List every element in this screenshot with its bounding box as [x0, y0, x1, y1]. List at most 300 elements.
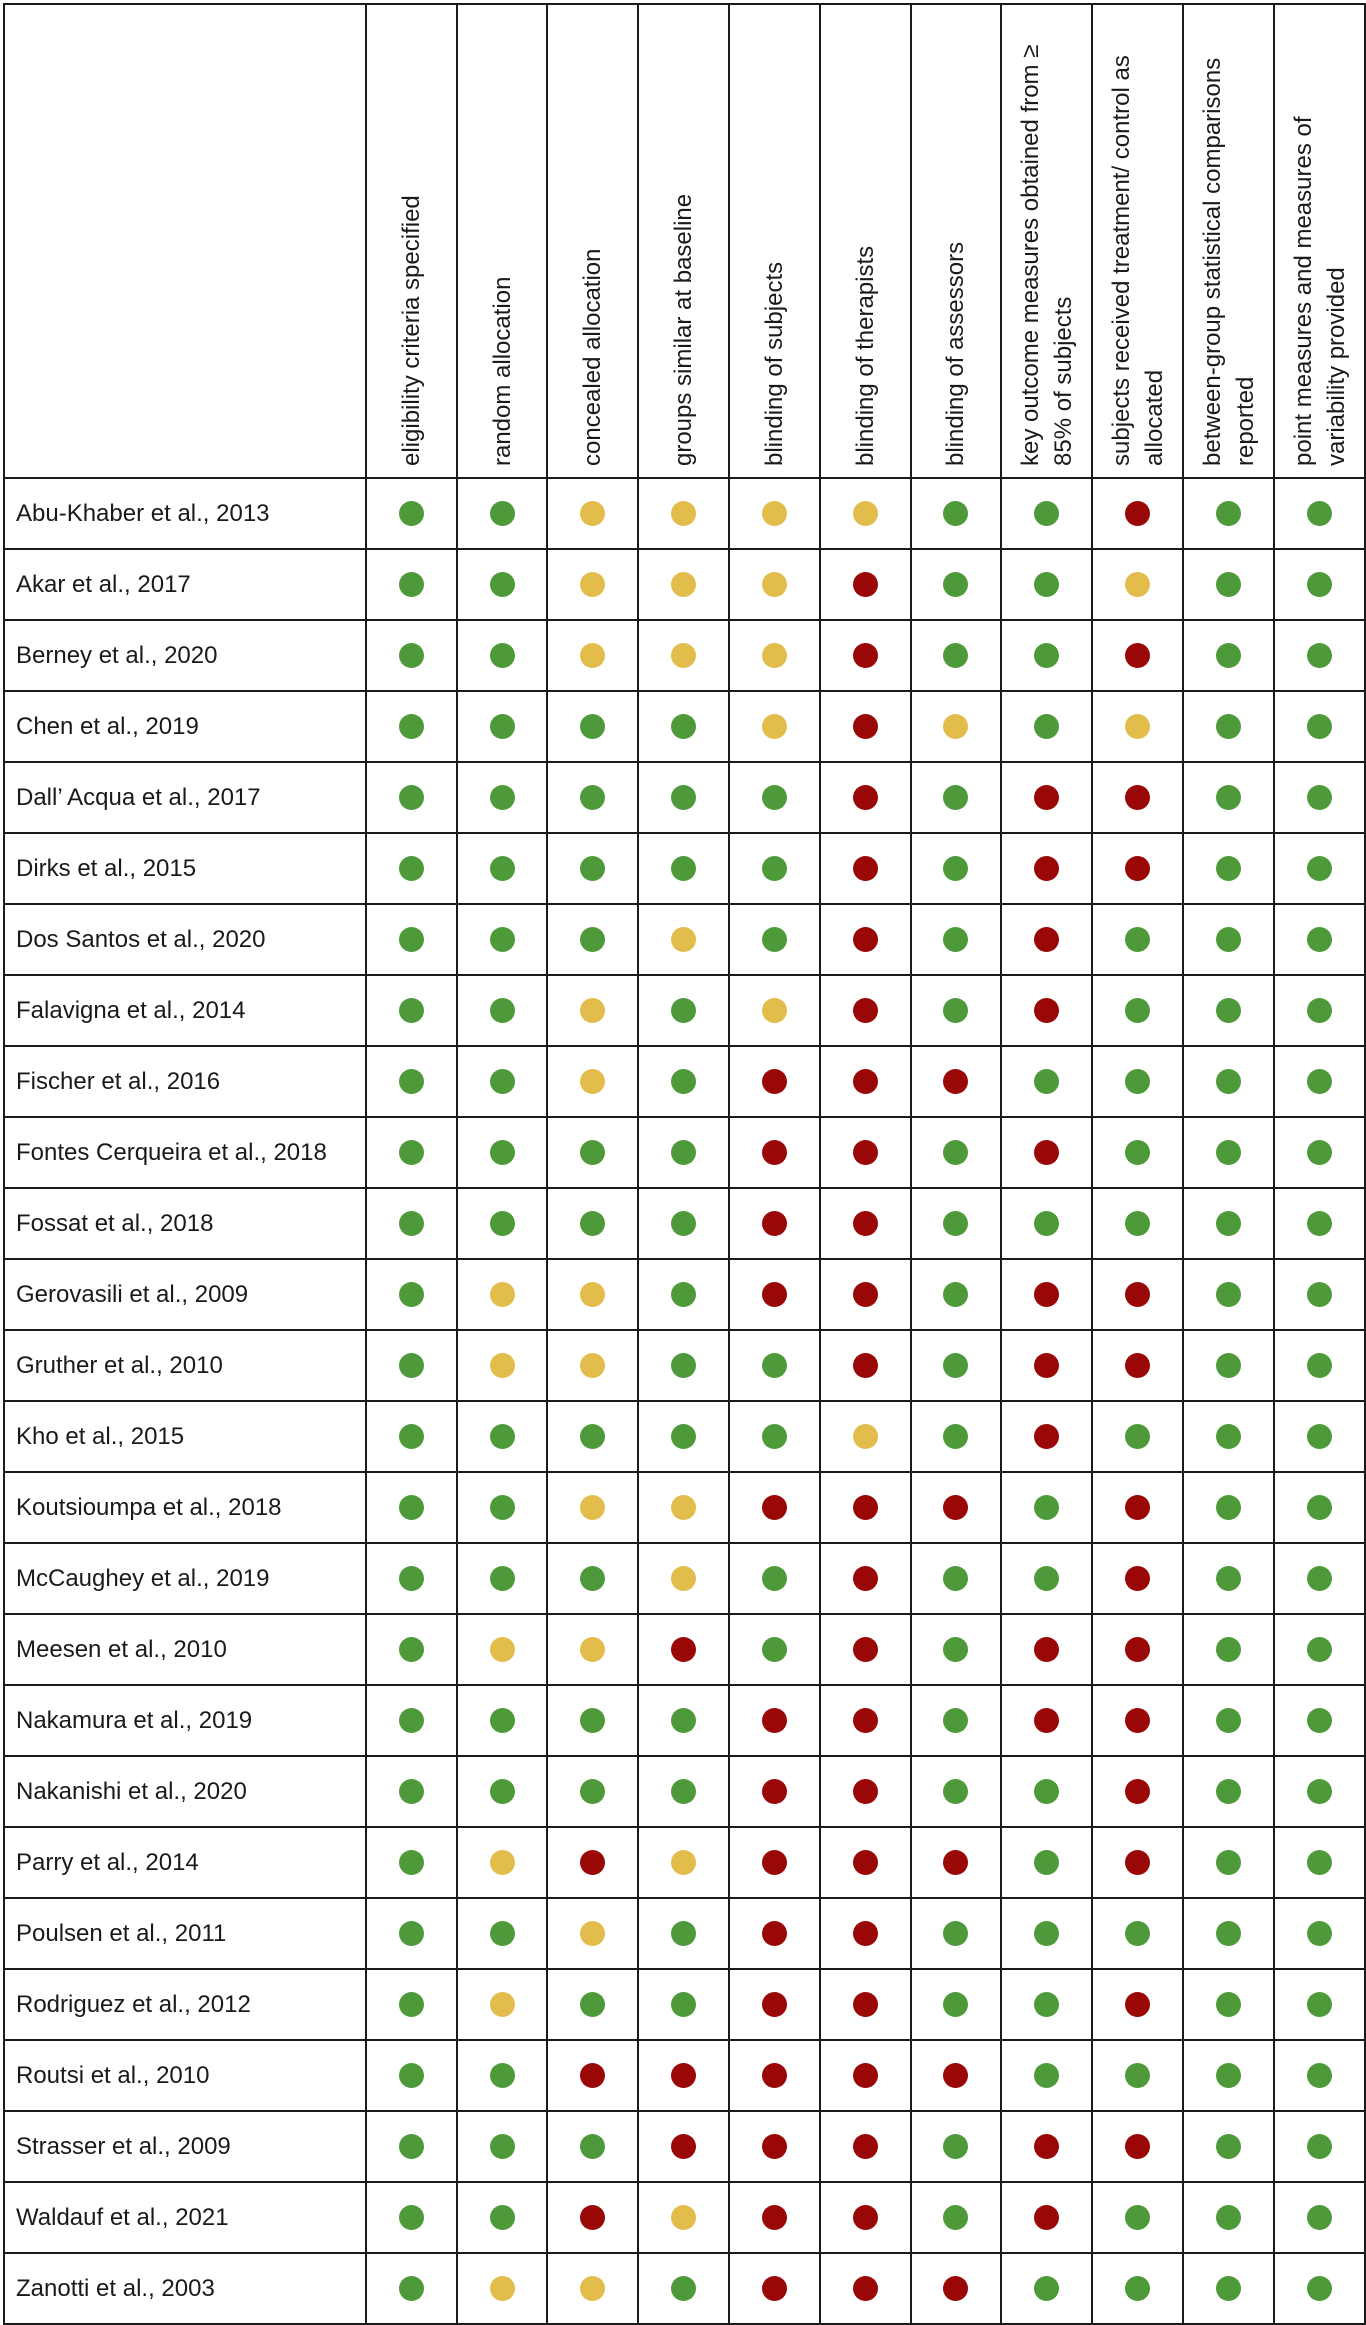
rating-cell: [457, 1685, 548, 1756]
rating-dot-icon: [490, 643, 515, 668]
rating-cell: [1001, 762, 1092, 833]
rating-cell: [820, 1259, 911, 1330]
rating-cell: [729, 1969, 820, 2040]
rating-cell: [638, 2253, 729, 2324]
rating-cell: [729, 1827, 820, 1898]
rating-dot-icon: [853, 1779, 878, 1804]
column-header: [638, 4, 729, 478]
rating-dot-icon: [580, 714, 605, 739]
rating-cell: [1274, 1330, 1365, 1401]
rating-dot-icon: [1307, 1992, 1332, 2017]
rating-cell: [1001, 833, 1092, 904]
rating-cell: [366, 975, 457, 1046]
rating-dot-icon: [490, 2276, 515, 2301]
rating-dot-icon: [490, 1992, 515, 2017]
rating-cell: [911, 1188, 1002, 1259]
rating-dot-icon: [580, 643, 605, 668]
column-header-label: between-group statistical comparisons reported: [1198, 57, 1259, 466]
rating-dot-icon: [671, 927, 696, 952]
rating-cell: [457, 833, 548, 904]
rating-cell: [1183, 1330, 1274, 1401]
quality-table: [3, 3, 1366, 2325]
rating-dot-icon: [1216, 1353, 1241, 1378]
rating-dot-icon: [1125, 927, 1150, 952]
rating-cell: [1001, 1543, 1092, 1614]
rating-dot-icon: [580, 1637, 605, 1662]
rating-dot-icon: [1307, 1353, 1332, 1378]
rating-dot-icon: [1034, 1992, 1059, 2017]
rating-dot-icon: [671, 572, 696, 597]
table-row: [4, 1117, 1365, 1188]
rating-dot-icon: [1034, 1779, 1059, 1804]
rating-dot-icon: [853, 1850, 878, 1875]
rating-cell: [457, 691, 548, 762]
rating-dot-icon: [1307, 927, 1332, 952]
rating-dot-icon: [580, 2134, 605, 2159]
rating-cell: [638, 1117, 729, 1188]
rating-dot-icon: [671, 1566, 696, 1591]
rating-cell: [1092, 1756, 1183, 1827]
rating-dot-icon: [853, 785, 878, 810]
table-row: [4, 833, 1365, 904]
rating-cell: [547, 1827, 638, 1898]
rating-cell: [547, 2111, 638, 2182]
rating-dot-icon: [762, 2134, 787, 2159]
rating-dot-icon: [762, 2276, 787, 2301]
rating-cell: [911, 1685, 1002, 1756]
rating-dot-icon: [1034, 998, 1059, 1023]
rating-cell: [638, 904, 729, 975]
study-name: Fossat et al., 2018: [4, 1188, 366, 1259]
rating-cell: [820, 904, 911, 975]
rating-cell: [1183, 1756, 1274, 1827]
rating-dot-icon: [399, 1353, 424, 1378]
rating-dot-icon: [399, 643, 424, 668]
rating-cell: [729, 2182, 820, 2253]
rating-cell: [457, 2040, 548, 2111]
rating-cell: [457, 1898, 548, 1969]
study-name: Berney et al., 2020: [4, 620, 366, 691]
rating-cell: [1001, 1117, 1092, 1188]
rating-cell: [1274, 833, 1365, 904]
rating-cell: [547, 1685, 638, 1756]
rating-dot-icon: [1125, 1708, 1150, 1733]
rating-dot-icon: [580, 998, 605, 1023]
column-header: [1092, 4, 1183, 478]
rating-dot-icon: [1216, 643, 1241, 668]
rating-cell: [1001, 691, 1092, 762]
column-header: [729, 4, 820, 478]
rating-dot-icon: [1034, 1637, 1059, 1662]
rating-cell: [1001, 2111, 1092, 2182]
rating-cell: [1274, 1827, 1365, 1898]
rating-dot-icon: [399, 2063, 424, 2088]
rating-dot-icon: [1307, 1140, 1332, 1165]
rating-dot-icon: [1216, 1921, 1241, 1946]
rating-cell: [547, 1330, 638, 1401]
rating-cell: [457, 1827, 548, 1898]
rating-dot-icon: [853, 1566, 878, 1591]
rating-dot-icon: [399, 1637, 424, 1662]
rating-dot-icon: [580, 2063, 605, 2088]
rating-dot-icon: [490, 998, 515, 1023]
rating-cell: [729, 1472, 820, 1543]
rating-dot-icon: [1307, 1566, 1332, 1591]
rating-dot-icon: [853, 714, 878, 739]
rating-cell: [1092, 1330, 1183, 1401]
rating-cell: [1183, 1046, 1274, 1117]
rating-dot-icon: [1216, 1211, 1241, 1236]
rating-dot-icon: [1307, 572, 1332, 597]
rating-dot-icon: [1307, 2276, 1332, 2301]
rating-cell: [911, 620, 1002, 691]
rating-dot-icon: [1034, 1282, 1059, 1307]
rating-dot-icon: [490, 1282, 515, 1307]
rating-dot-icon: [1034, 2205, 1059, 2230]
study-name: Kho et al., 2015: [4, 1401, 366, 1472]
rating-cell: [1092, 1827, 1183, 1898]
rating-dot-icon: [1125, 1850, 1150, 1875]
rating-dot-icon: [943, 856, 968, 881]
rating-dot-icon: [1034, 2063, 1059, 2088]
table-row: [4, 2111, 1365, 2182]
rating-dot-icon: [399, 1566, 424, 1591]
rating-cell: [1183, 2040, 1274, 2111]
rating-cell: [1092, 1472, 1183, 1543]
rating-cell: [1274, 691, 1365, 762]
rating-cell: [366, 478, 457, 549]
rating-cell: [820, 762, 911, 833]
rating-dot-icon: [1216, 1282, 1241, 1307]
rating-cell: [547, 904, 638, 975]
rating-cell: [1183, 1472, 1274, 1543]
rating-dot-icon: [399, 501, 424, 526]
rating-cell: [1274, 1259, 1365, 1330]
rating-dot-icon: [1125, 1566, 1150, 1591]
rating-cell: [638, 2040, 729, 2111]
column-header-label: key outcome measures obtained from ≥ 85% of subjects: [1016, 44, 1077, 466]
rating-dot-icon: [580, 1708, 605, 1733]
rating-dot-icon: [1034, 714, 1059, 739]
rating-cell: [1183, 1188, 1274, 1259]
rating-dot-icon: [1307, 1211, 1332, 1236]
rating-cell: [820, 1827, 911, 1898]
rating-dot-icon: [490, 2134, 515, 2159]
rating-cell: [547, 1898, 638, 1969]
rating-cell: [729, 762, 820, 833]
rating-cell: [638, 1898, 729, 1969]
rating-cell: [1183, 691, 1274, 762]
rating-dot-icon: [490, 1921, 515, 1946]
rating-cell: [366, 904, 457, 975]
rating-dot-icon: [1034, 501, 1059, 526]
rating-cell: [729, 2253, 820, 2324]
rating-dot-icon: [1216, 785, 1241, 810]
rating-cell: [457, 1401, 548, 1472]
rating-dot-icon: [1125, 1779, 1150, 1804]
rating-dot-icon: [490, 927, 515, 952]
study-name: Nakanishi et al., 2020: [4, 1756, 366, 1827]
rating-cell: [1183, 1827, 1274, 1898]
rating-dot-icon: [490, 501, 515, 526]
rating-dot-icon: [1307, 1069, 1332, 1094]
table-body: [4, 478, 1365, 2324]
rating-cell: [638, 1969, 729, 2040]
study-name: Nakamura et al., 2019: [4, 1685, 366, 1756]
rating-cell: [729, 1614, 820, 1685]
rating-dot-icon: [671, 1921, 696, 1946]
rating-cell: [638, 1756, 729, 1827]
rating-dot-icon: [853, 2134, 878, 2159]
rating-cell: [1183, 1259, 1274, 1330]
rating-cell: [729, 2111, 820, 2182]
rating-cell: [1274, 1188, 1365, 1259]
rating-cell: [911, 1259, 1002, 1330]
rating-cell: [1092, 2182, 1183, 2253]
rating-cell: [638, 1046, 729, 1117]
rating-cell: [457, 2253, 548, 2324]
corner-cell: [4, 4, 366, 478]
table-row: [4, 1685, 1365, 1756]
rating-dot-icon: [1034, 1495, 1059, 1520]
rating-dot-icon: [580, 1992, 605, 2017]
rating-dot-icon: [762, 927, 787, 952]
rating-dot-icon: [1125, 1424, 1150, 1449]
rating-dot-icon: [1125, 785, 1150, 810]
rating-dot-icon: [1125, 1921, 1150, 1946]
rating-cell: [1001, 1046, 1092, 1117]
column-header: [547, 4, 638, 478]
rating-dot-icon: [853, 1140, 878, 1165]
rating-cell: [820, 2111, 911, 2182]
rating-dot-icon: [853, 2276, 878, 2301]
rating-cell: [366, 1046, 457, 1117]
study-name: Akar et al., 2017: [4, 549, 366, 620]
rating-cell: [457, 2182, 548, 2253]
rating-cell: [911, 2253, 1002, 2324]
rating-cell: [1092, 1685, 1183, 1756]
rating-dot-icon: [762, 714, 787, 739]
rating-dot-icon: [671, 1282, 696, 1307]
rating-cell: [820, 1543, 911, 1614]
rating-cell: [1183, 549, 1274, 620]
rating-dot-icon: [943, 927, 968, 952]
rating-dot-icon: [1216, 1140, 1241, 1165]
rating-cell: [638, 2111, 729, 2182]
rating-dot-icon: [943, 1353, 968, 1378]
rating-cell: [547, 833, 638, 904]
rating-dot-icon: [762, 785, 787, 810]
rating-cell: [457, 1046, 548, 1117]
study-name: Meesen et al., 2010: [4, 1614, 366, 1685]
rating-cell: [1001, 1401, 1092, 1472]
column-header-label: concealed allocation: [579, 248, 607, 466]
rating-dot-icon: [671, 785, 696, 810]
rating-dot-icon: [490, 1495, 515, 1520]
rating-cell: [547, 1543, 638, 1614]
rating-dot-icon: [1216, 2276, 1241, 2301]
rating-dot-icon: [671, 2205, 696, 2230]
rating-cell: [820, 1330, 911, 1401]
rating-dot-icon: [943, 1282, 968, 1307]
rating-dot-icon: [580, 1211, 605, 1236]
rating-cell: [457, 1330, 548, 1401]
column-header-label: groups similar at baseline: [670, 193, 698, 466]
column-header: [911, 4, 1002, 478]
rating-dot-icon: [399, 1424, 424, 1449]
rating-dot-icon: [853, 927, 878, 952]
rating-cell: [1183, 620, 1274, 691]
rating-cell: [1001, 1330, 1092, 1401]
rating-dot-icon: [1034, 927, 1059, 952]
rating-cell: [457, 1259, 548, 1330]
rating-cell: [366, 2111, 457, 2182]
rating-dot-icon: [943, 1921, 968, 1946]
rating-cell: [457, 1117, 548, 1188]
rating-cell: [1092, 833, 1183, 904]
rating-cell: [820, 2253, 911, 2324]
rating-dot-icon: [580, 1140, 605, 1165]
rating-cell: [820, 1046, 911, 1117]
study-name: McCaughey et al., 2019: [4, 1543, 366, 1614]
column-header-label: point measures and measures of variability provided: [1289, 116, 1350, 466]
rating-dot-icon: [853, 643, 878, 668]
rating-dot-icon: [1125, 2276, 1150, 2301]
rating-cell: [729, 620, 820, 691]
column-header: [1274, 4, 1365, 478]
rating-cell: [457, 549, 548, 620]
rating-cell: [457, 1188, 548, 1259]
rating-dot-icon: [580, 1424, 605, 1449]
rating-dot-icon: [853, 998, 878, 1023]
study-name: Fischer et al., 2016: [4, 1046, 366, 1117]
rating-cell: [366, 2253, 457, 2324]
rating-dot-icon: [853, 1069, 878, 1094]
rating-dot-icon: [1307, 2205, 1332, 2230]
rating-cell: [1092, 1898, 1183, 1969]
rating-dot-icon: [943, 1850, 968, 1875]
rating-dot-icon: [399, 856, 424, 881]
rating-dot-icon: [853, 1992, 878, 2017]
rating-dot-icon: [1216, 2205, 1241, 2230]
rating-dot-icon: [1216, 1566, 1241, 1591]
rating-dot-icon: [853, 2063, 878, 2088]
rating-dot-icon: [1125, 856, 1150, 881]
study-name: Routsi et al., 2010: [4, 2040, 366, 2111]
rating-dot-icon: [671, 2063, 696, 2088]
rating-cell: [547, 1472, 638, 1543]
rating-dot-icon: [853, 1921, 878, 1946]
rating-cell: [638, 975, 729, 1046]
rating-cell: [1183, 833, 1274, 904]
rating-cell: [547, 549, 638, 620]
rating-cell: [547, 1259, 638, 1330]
rating-cell: [366, 2182, 457, 2253]
rating-dot-icon: [943, 1637, 968, 1662]
rating-dot-icon: [671, 714, 696, 739]
rating-cell: [820, 1472, 911, 1543]
rating-dot-icon: [1125, 1495, 1150, 1520]
rating-cell: [820, 1685, 911, 1756]
rating-dot-icon: [1307, 2063, 1332, 2088]
rating-cell: [1001, 1756, 1092, 1827]
rating-dot-icon: [490, 1566, 515, 1591]
rating-cell: [366, 1827, 457, 1898]
rating-cell: [820, 975, 911, 1046]
rating-cell: [1092, 2040, 1183, 2111]
rating-cell: [547, 1614, 638, 1685]
rating-dot-icon: [399, 2205, 424, 2230]
rating-dot-icon: [399, 1211, 424, 1236]
rating-dot-icon: [853, 1211, 878, 1236]
rating-dot-icon: [671, 1424, 696, 1449]
rating-cell: [911, 1969, 1002, 2040]
rating-dot-icon: [1034, 1566, 1059, 1591]
rating-dot-icon: [1125, 1140, 1150, 1165]
rating-cell: [729, 1259, 820, 1330]
rating-dot-icon: [762, 1353, 787, 1378]
rating-dot-icon: [1034, 1069, 1059, 1094]
rating-cell: [820, 1756, 911, 1827]
column-header-label: blinding of assessors: [942, 241, 970, 466]
rating-cell: [638, 549, 729, 620]
rating-dot-icon: [1216, 714, 1241, 739]
rating-cell: [911, 1827, 1002, 1898]
rating-cell: [820, 1969, 911, 2040]
rating-cell: [1001, 2040, 1092, 2111]
rating-dot-icon: [1034, 1140, 1059, 1165]
rating-cell: [547, 1756, 638, 1827]
rating-cell: [1001, 1472, 1092, 1543]
rating-cell: [911, 1543, 1002, 1614]
rating-cell: [1001, 1827, 1092, 1898]
table-row: [4, 1969, 1365, 2040]
rating-dot-icon: [490, 1353, 515, 1378]
rating-dot-icon: [1216, 572, 1241, 597]
rating-cell: [1092, 620, 1183, 691]
rating-dot-icon: [1034, 1211, 1059, 1236]
table-row: [4, 1472, 1365, 1543]
table-row: [4, 2253, 1365, 2324]
table-row: [4, 1259, 1365, 1330]
rating-cell: [366, 2040, 457, 2111]
rating-cell: [820, 1614, 911, 1685]
table-row: [4, 691, 1365, 762]
rating-cell: [1092, 2111, 1183, 2182]
rating-dot-icon: [490, 1850, 515, 1875]
rating-cell: [638, 1401, 729, 1472]
rating-cell: [457, 904, 548, 975]
rating-cell: [1183, 1685, 1274, 1756]
rating-dot-icon: [853, 856, 878, 881]
rating-dot-icon: [490, 1708, 515, 1733]
rating-cell: [457, 1756, 548, 1827]
rating-dot-icon: [1216, 2063, 1241, 2088]
rating-dot-icon: [853, 501, 878, 526]
table-row: [4, 620, 1365, 691]
rating-dot-icon: [1307, 2134, 1332, 2159]
rating-cell: [366, 549, 457, 620]
rating-cell: [1001, 1969, 1092, 2040]
rating-dot-icon: [1216, 1992, 1241, 2017]
rating-dot-icon: [490, 1424, 515, 1449]
rating-dot-icon: [671, 1211, 696, 1236]
rating-dot-icon: [671, 1850, 696, 1875]
rating-cell: [547, 2040, 638, 2111]
rating-cell: [1274, 2111, 1365, 2182]
rating-cell: [1001, 904, 1092, 975]
rating-dot-icon: [1125, 2134, 1150, 2159]
